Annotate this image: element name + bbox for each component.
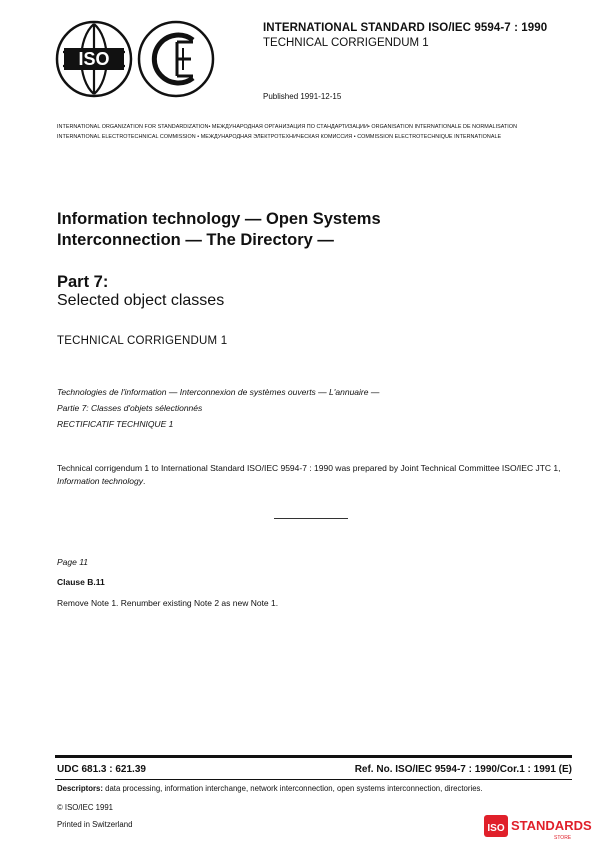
organization-line-iec: INTERNATIONAL ELECTROTECHNICAL COMMISSION • МЕЖДУНАРОДНАЯ ЭЛЕКТРОТЕХНИЧЕСКАЯ КОМИССИЯ • COMMISSION ELECTROTECHNIQUE INTERNATIONALE [57,134,502,140]
udc-number: UDC 681.3 : 621.39 [57,764,146,775]
descriptors-label: Descriptors: [57,784,103,793]
document-title [57,209,381,251]
french-part: Partie 7: Classes d'objets sélectionnés [57,403,203,413]
iso-logo-text: ISO [78,49,110,69]
descriptors-list: data processing, information interchange, network interconnection, open systems interconnection, directories. [102,784,483,793]
clause-reference: Clause B.11 [57,577,105,587]
french-corrigendum: RECTIFICATIF TECHNIQUE 1 [57,419,174,429]
part-title: Selected object classes [57,292,225,309]
page-reference: Page 11 [57,557,89,567]
footer-thin-rule [55,779,572,780]
committee-name: Information technology [57,476,143,486]
copyright: © ISO/IEC 1991 [57,803,114,812]
document-title-line-2: Interconnection — The Directory — [57,231,334,249]
iso-logo [55,20,133,98]
published-date: Published 1991-12-15 [263,92,342,101]
preparation-text: Technical corrigendum 1 to International Standard ISO/IEC 9594-7 : 1990 was prepared by Joint Technical Committee ISO/IEC JTC 1, [57,463,561,473]
footer-rule [55,755,572,758]
store-sub: STORE [554,835,572,841]
part-label: Part 7: [57,273,109,291]
standards-store-logo [484,813,592,841]
store-iso-text: ISO [487,823,505,834]
descriptors [57,784,483,793]
standard-title: INTERNATIONAL STANDARD ISO/IEC 9594-7 : 1990 [263,22,548,34]
organization-line-iso: INTERNATIONAL ORGANIZATION FOR STANDARDIZATION• МЕЖДУНАРОДНАЯ ОРГАНИЗАЦИЯ ПО СТАНДАРТИЗАЦИИ• ORGANISATION INTERNATIONALE DE NORMALISATION [57,124,518,130]
correction-instruction: Remove Note 1. Renumber existing Note 2 as new Note 1. [57,598,279,608]
reference-number: Ref. No. ISO/IEC 9594-7 : 1990/Cor.1 : 1991 (E) [354,764,572,775]
iec-logo [137,20,215,98]
document-title-line-1: Information technology — Open Systems [57,210,381,228]
header-corrigendum: TECHNICAL CORRIGENDUM 1 [263,37,429,49]
printed-location: Printed in Switzerland [57,820,133,829]
french-title: Technologies de l'information — Interconnexion de systèmes ouverts — L'annuaire — [57,387,380,397]
section-divider [274,518,348,519]
preparation-statement [57,462,577,488]
store-label: STANDARDS [511,818,592,833]
preparation-end: . [143,476,146,486]
corrigendum-label: TECHNICAL CORRIGENDUM 1 [57,335,228,347]
